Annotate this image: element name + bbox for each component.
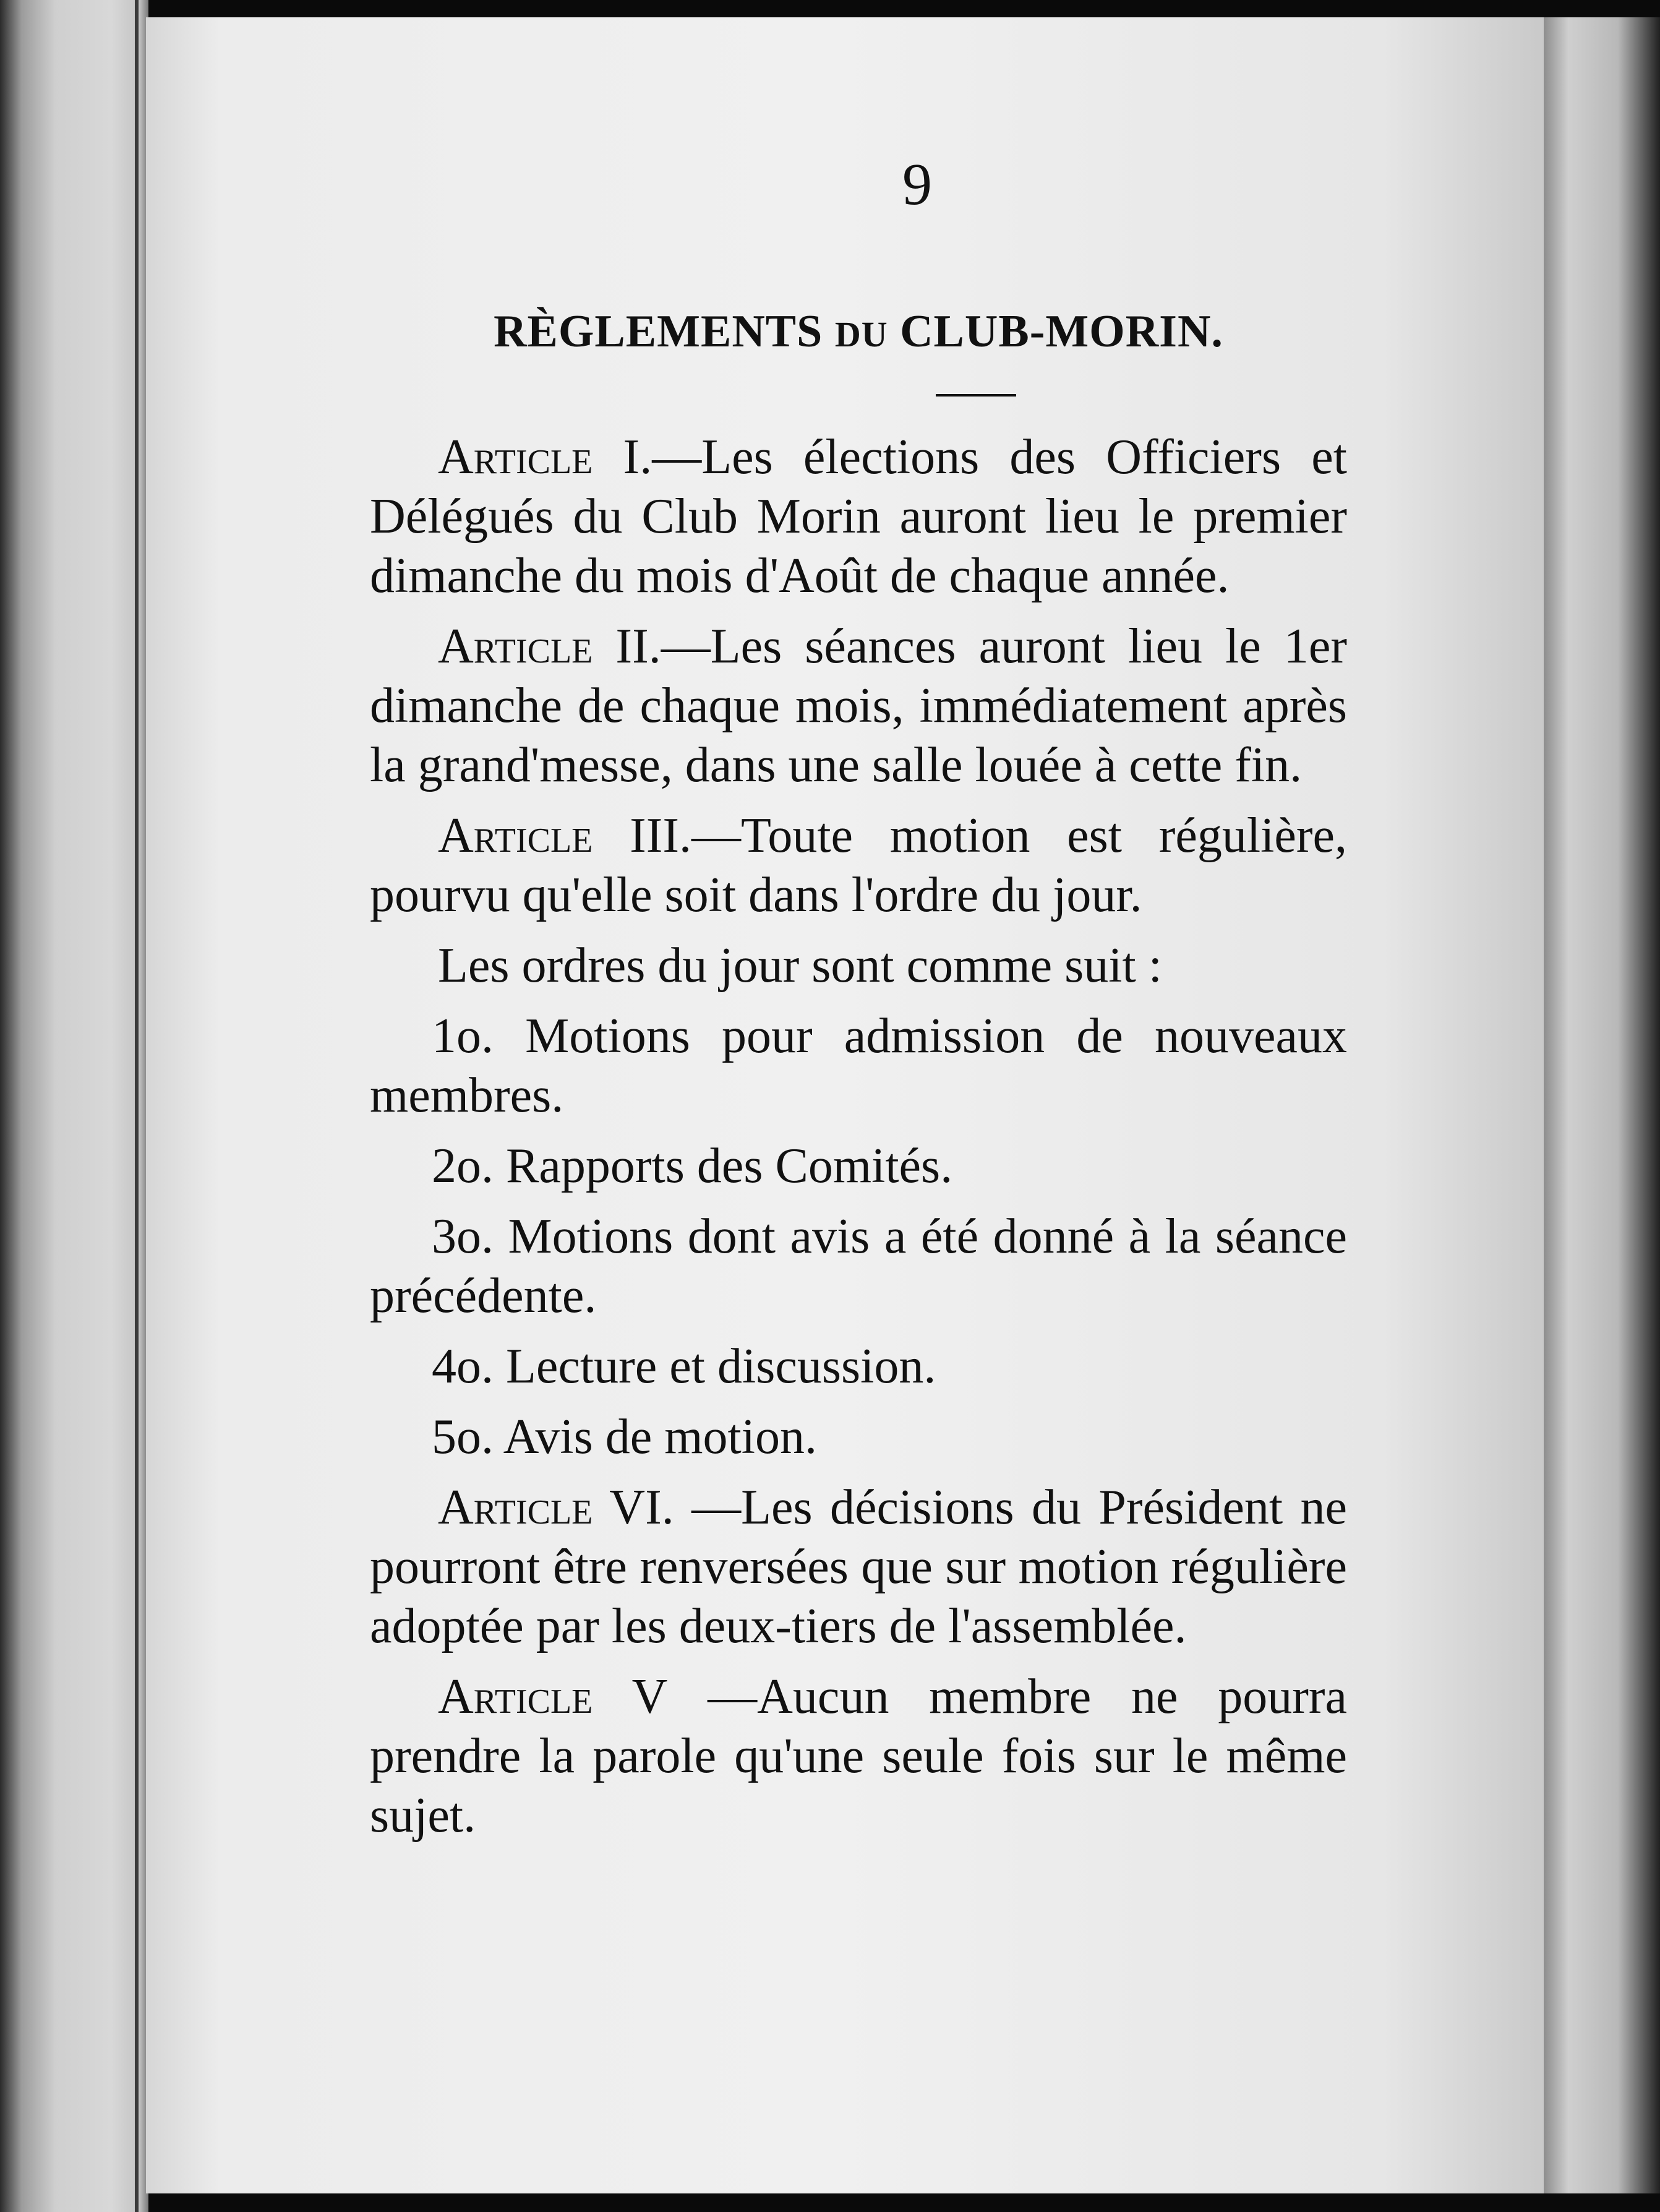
order-item-1: 1o. Motions pour admission de nouveaux membres. — [370, 1009, 1347, 1123]
article-5-label: Article V — [438, 1670, 668, 1725]
article-2-label: Article II. — [438, 619, 661, 674]
page-number: 9 — [902, 151, 932, 217]
article-6 — [370, 1478, 1347, 1656]
article-3-text: —Toute motion est régulière, pourvu qu'elle soit dans l'ordre du jour. — [370, 808, 1347, 923]
page-text — [370, 151, 1347, 1845]
title-rule — [936, 394, 1016, 397]
facing-page-edge — [0, 0, 148, 2212]
article-2 — [370, 617, 1347, 795]
article-3 — [370, 806, 1347, 925]
article-5-text: —Aucun membre ne pourra prendre la parole qu'une seule fois sur le même sujet. — [370, 1670, 1347, 1843]
article-1-label: Article I. — [438, 430, 652, 485]
article-5 — [370, 1667, 1347, 1845]
orders-intro: Les ordres du jour sont comme suit : — [438, 938, 1162, 993]
article-1-text: —Les élections des Officiers et Délégués du Club Morin auront lieu le premier dimanche du mois d'Août de chaque année. — [370, 430, 1347, 604]
title-part-1: RÈGLEMENTS — [494, 306, 823, 357]
article-2-text: —Les séances auront lieu le 1er dimanche de chaque mois, immédiatement après la grand'messe, dans une salle louée à cette fin. — [370, 619, 1347, 793]
order-item-4: 4o. Lecture et discussion. — [432, 1339, 936, 1394]
title-part-2: DU — [834, 314, 888, 354]
article-3-label: Article III. — [438, 808, 692, 864]
binding-gutter — [135, 0, 139, 2212]
order-item-5: 5o. Avis de motion. — [432, 1410, 817, 1465]
article-6-label: Article VI. — [438, 1480, 674, 1535]
order-item-3: 3o. Motions dont avis a été donné à la séance précédente. — [370, 1209, 1347, 1324]
order-item-2: 2o. Rapports des Comités. — [432, 1139, 953, 1194]
title-part-3: CLUB-MORIN. — [900, 306, 1223, 357]
article-1 — [370, 427, 1347, 606]
article-6-text: —Les décisions du Président ne pourront être renversées que sur motion régulière adoptée par les deux-tiers de l'assemblée. — [370, 1480, 1347, 1654]
page-fore-edge — [1544, 17, 1660, 2193]
page-title — [370, 307, 1347, 357]
